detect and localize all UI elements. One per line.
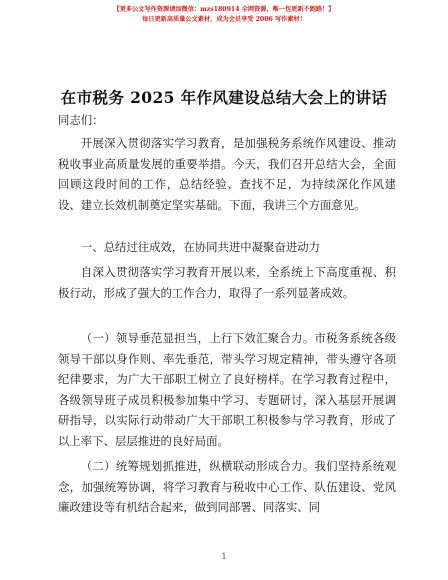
point-2-paragraph: （二）统筹规划抓推进，纵横联动形成合力。我们坚持系统观念，加强统筹协调，将学习教育与税收中心工作、队伍建设、党风廉政建设等有机结合起来，做到同部署、同落实、同 [58,459,396,514]
point-1-paragraph: （一）领导垂范显担当，上行下效汇聚合力。市税务系统各级领导干部以身作则、率先垂范，带头学习规定精神，带头遵守各项纪律要求，为广大干部职工树立了良好榜样。在学习教育过程中，各级领导班子成员积极参加集中学习、专题研讨，深入基层开展调研指导，以实际行动带动广大干部职工积极参与学习教育，形成了以上率下、层层推进的良好局面。 [58,331,396,448]
promo-banner-line-2: 每日更新高质量公文素材，成为会员享受 2006 写作素材！ [142,16,306,23]
salutation: 同志们： [58,113,104,127]
promo-banner [0,5,448,25]
section-1-intro-paragraph: 自深入贯彻落实学习教育开展以来，全系统上下高度重视、积极行动，形成了强大的工作合力，取得了一系列显著成效。 [58,265,396,300]
document-title: 在市税务 2025 年作风建设总结大会上的讲话 [60,88,388,107]
promo-banner-line-1: 【更多公文写作资源请加微信：mzs180914 全网资源，唯一包更新不跑路！】 [113,6,335,13]
page-number: 1 [221,552,227,561]
intro-paragraph: 开展深入贯彻落实学习教育，是加强税务系统作风建设、推动税收事业高质量发展的重要举措。今天，我们召开总结大会，全面回顾这段时间的工作，总结经验、查找不足，为持续深化作风建设、建立长效机制奠定坚实基础。下面，我讲三个方面意见。 [58,136,396,212]
section-1-heading: 一、总结过往成效，在协同共进中凝聚奋进动力 [80,240,321,254]
